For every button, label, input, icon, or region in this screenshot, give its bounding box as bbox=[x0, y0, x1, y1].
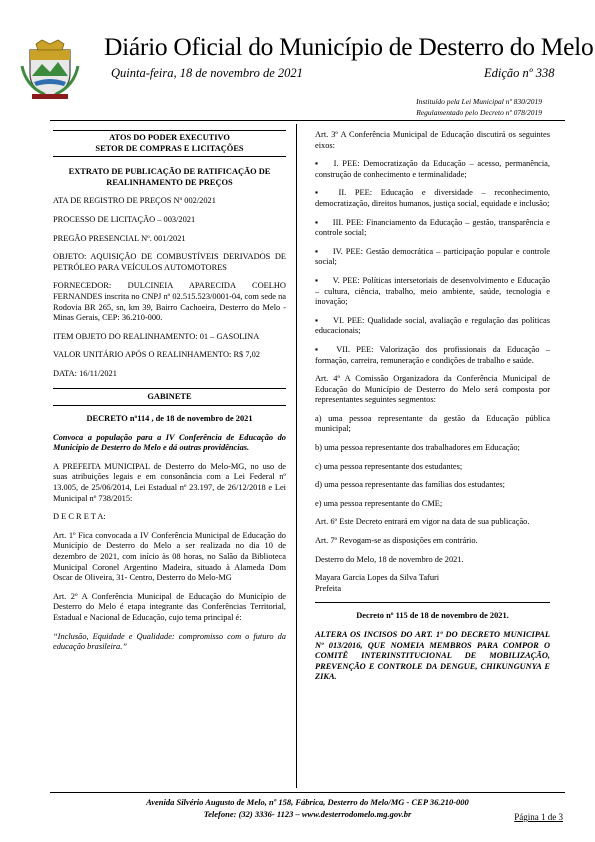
supplier-paragraph: FORNECEDOR: DULCINEIA APARECIDA COELHO FERNANDES inscrita no CNPJ nº 02.515.523/0001-04, com sede na Rodovia BR 265, sn, km 39, Bairro Cachoeira, Desterro do Melo - Minas Gerais, CEP: 36.210-000. bbox=[53, 281, 286, 323]
bullet-icon: ▪ bbox=[315, 217, 319, 227]
municipal-crest-icon bbox=[18, 36, 82, 100]
segment-e: e) uma pessoa representante do CME; bbox=[315, 498, 443, 508]
gazette-title: Diário Oficial do Município de Desterro do Melo bbox=[104, 32, 594, 61]
item-paragraph: ITEM OBJETO DO REALINHAMENTO: 01 – GASOLINA bbox=[53, 331, 260, 341]
section-heading-executive: ATOS DO PODER EXECUTIVO bbox=[109, 133, 230, 142]
date-paragraph: DATA: 16/11/2021 bbox=[53, 368, 117, 378]
decree-divider bbox=[315, 602, 550, 603]
article-2: Art. 2º A Conferência Municipal de Educação do Município de Desterro do Melo é etapa integrante das Conferências Territorial, Estadual e Nacional de Educação, cujo tema principal é: bbox=[53, 591, 286, 622]
conference-theme: “Inclusão, Equidade e Qualidade: compromisso com o futuro da educação brasileira.” bbox=[53, 631, 286, 652]
auction-number: PREGÃO PRESENCIAL Nº. 001/2021 bbox=[53, 233, 186, 243]
section-heading-purchasing: SETOR DE COMPRAS E LICITAÇÕES bbox=[95, 143, 244, 153]
footer-address: Avenida Silvério Augusto de Melo, nº 158, Fábrica, Desterro do Melo/MG - CEP 36.210-000 bbox=[146, 797, 469, 807]
left-column bbox=[53, 130, 286, 661]
header-divider bbox=[50, 120, 565, 121]
section-heading-cabinet: GABINETE bbox=[147, 391, 192, 401]
bullet-icon: ▪ bbox=[315, 159, 320, 169]
list-item: ▪ VI. PEE: Qualidade social, avaliação e regulação das políticas educacionais; bbox=[315, 315, 550, 336]
column-divider bbox=[296, 124, 297, 788]
article-4: Art. 4º A Comissão Organizadora da Conferência Municipal de Educação do Município de Desterro do Melo será composta por representantes seguintes segmentos: bbox=[315, 374, 550, 405]
right-column bbox=[315, 130, 550, 691]
article-7: Art. 7º Revogam-se as disposições em contrário. bbox=[315, 536, 478, 546]
issue-date: Quinta-feira, 18 de novembro de 2021 bbox=[111, 66, 303, 80]
bullet-icon: ▪ bbox=[315, 315, 320, 325]
footer-divider bbox=[50, 792, 565, 793]
bullet-icon: ▪ bbox=[315, 246, 319, 256]
list-item: ▪ I. PEE: Democratização da Educação – acesso, permanência, construção de conhecimento e terminalidade; bbox=[315, 159, 550, 179]
process-number: PROCESSO DE LICITAÇÃO – 003/2021 bbox=[53, 214, 196, 224]
segment-c: c) uma pessoa representante dos estudantes; bbox=[315, 461, 463, 471]
article-3: Art. 3º A Conferência Municipal de Educação discutirá os seguintes eixos: bbox=[315, 130, 550, 150]
list-item: ▪ VII. PEE: Valorização dos profissionais da Educação – formação, carreira, remuneração e condições de trabalho e saúde. bbox=[315, 344, 550, 365]
object-paragraph: OBJETO: AQUISIÇÃO DE COMBUSTÍVEIS DERIVADOS DE PETRÓLEO PARA VEÍCULOS AUTOMOTORES bbox=[53, 252, 286, 272]
decrees-heading: D E C R E T A: bbox=[53, 512, 106, 522]
page-number: Página 1 de 3 bbox=[514, 812, 563, 822]
bullet-icon: ▪ bbox=[315, 275, 319, 285]
decree-115-title: Decreto nº 115 de 18 de novembro de 2021. bbox=[356, 611, 509, 621]
decree-114-ementa: Convoca a população para a IV Conferência de Educação do Município de Desterro do Melo e dá outras providências. bbox=[53, 432, 286, 453]
signatory-role: Prefeita bbox=[315, 583, 342, 593]
bullet-icon: ▪ bbox=[315, 344, 323, 354]
list-item: ▪ V. PEE: Políticas intersetoriais de desenvolvimento e Educação – cultura, ciência, trabalho, meio ambiente, saúde, tecnologia e inovação; bbox=[315, 275, 550, 307]
edition-number: Edição nº 338 bbox=[484, 66, 555, 80]
article-6: Art. 6º Este Decreto entrará em vigor na data de sua publicação. bbox=[315, 517, 530, 527]
footer-contact: Telefone: (32) 3336- 1123 – www.desterrodomelo.mg.gov.br bbox=[203, 809, 412, 819]
list-item: ▪ IV. PEE: Gestão democrática – participação popular e controle social; bbox=[315, 246, 550, 267]
article-1: Art. 1º Fica convocada a IV Conferência Municipal de Educação do Município de Desterro do Melo a ser realizada no dia 10 de dezembro de 2021, com início às 08 horas, no Salão da Biblioteca Municipal Coronel Argentino Madeira, situado à Alameda Dom Oscar de Oliveira, 31- Centro, Desterro do Melo-MG bbox=[53, 530, 286, 583]
list-item: ▪ III. PEE: Financiamento da Educação – gestão, transparência e controle social; bbox=[315, 217, 550, 238]
decree-115-ementa: ALTERA OS INCISOS DO ART. 1º DO DECRETO MUNICIPAL Nº 013/2016, QUE NOMEIA MEMBROS PARA COMPOR O COMITÊ INTERINSTITUCIONAL DE MOBILIZAÇÃO, PREVENÇÃO E CONTROLE DA DENGUE, CHIKUNGUNYA E ZIKA. bbox=[315, 630, 550, 682]
mayor-preamble: A PREFEITA MUNICIPAL de Desterro do Melo-MG, no uso de suas atribuições legais e em consonância com a Lei Federal nº 13.005, de 25/06/2014, Lei Estadual nº 23.197, de 26/12/2018 e Lei Municipal nº 738/2015: bbox=[53, 461, 286, 503]
ata-number: ATA DE REGISTRO DE PREÇOS Nº 002/2021 bbox=[53, 196, 216, 206]
segment-a: a) uma pessoa representante da gestão da Educação pública municipal; bbox=[315, 413, 550, 434]
segment-d: d) uma pessoa representante das famílias dos estudantes; bbox=[315, 480, 506, 490]
segment-b: b) uma pessoa representante dos trabalhadores em Educação; bbox=[315, 443, 520, 453]
decree-114-title: DECRETO nº114 , de 18 de novembro de 2021 bbox=[86, 414, 253, 424]
signatory-name: Mayara Garcia Lopes da Silva Tafuri bbox=[315, 573, 440, 583]
place-date: Desterro do Melo, 18 de novembro de 2021. bbox=[315, 554, 464, 564]
extract-title: EXTRATO DE PUBLICAÇÃO DE RATIFICAÇÃO DE REALINHAMENTO DE PREÇOS bbox=[68, 167, 271, 187]
institution-law: Instituído pela Lei Municipal nº 830/2019 bbox=[416, 97, 542, 106]
bullet-icon: ▪ bbox=[315, 188, 325, 198]
regulation-decree: Regulamentado pelo Decreto nº 078/2019 bbox=[416, 108, 542, 117]
unit-value-paragraph: VALOR UNITÁRIO APÓS O REALINHAMENTO: R$ 7,02 bbox=[53, 350, 260, 360]
list-item: ▪ II. PEE: Educação e diversidade – reconhecimento, democratização, direitos humanos, justiça social, equidade e inclusão; bbox=[315, 188, 550, 208]
